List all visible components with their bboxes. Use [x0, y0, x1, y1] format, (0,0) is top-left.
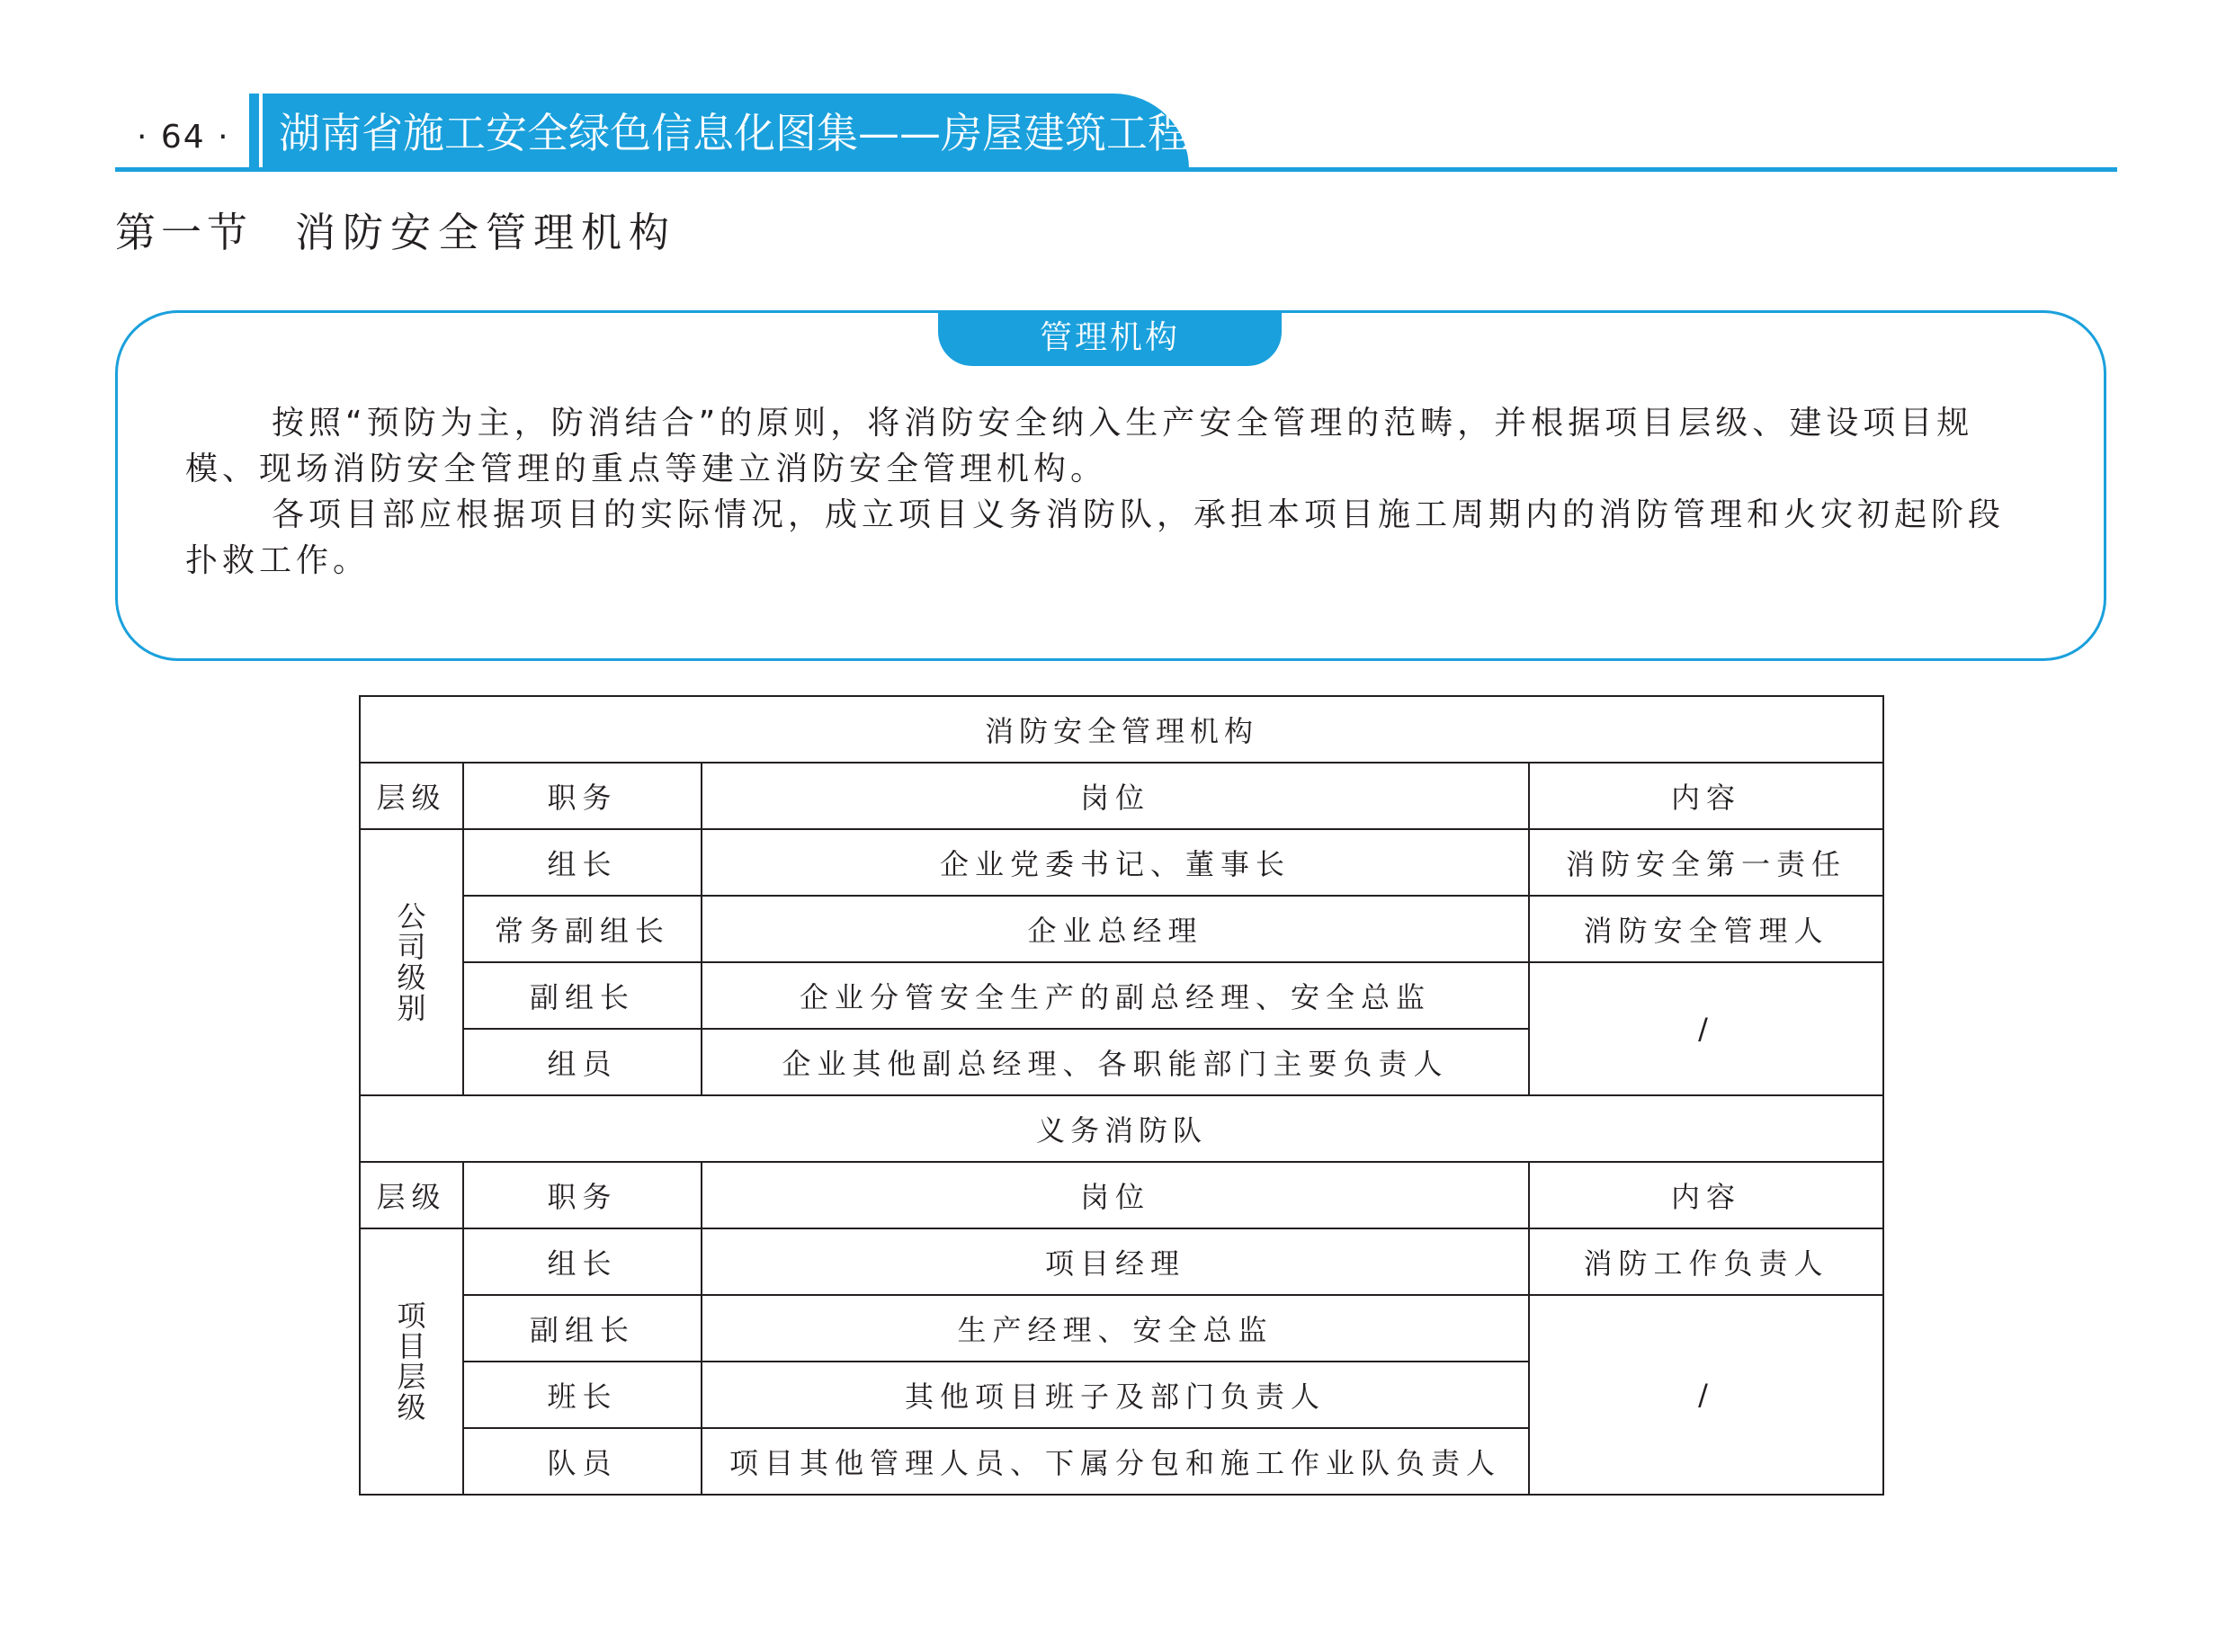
- position-cell: 企业党委书记、董事长: [702, 829, 1529, 896]
- column-header: 岗位: [702, 1162, 1529, 1228]
- role-cell: 班长: [463, 1362, 702, 1428]
- panel-paragraph: 按照“预防为主，防消结合”的原则，将消防安全纳入生产安全管理的范畴，并根据项目层级、建设项目规模、现场消防安全管理的重点等建立消防安全管理机构。: [185, 405, 1974, 487]
- role-cell: 队员: [463, 1428, 702, 1495]
- position-cell: 项目其他管理人员、下属分包和施工作业队负责人: [702, 1428, 1529, 1495]
- column-header: 层级: [360, 763, 463, 829]
- panel-paragraph: 各项目部应根据项目的实际情况，成立项目义务消防队，承担本项目施工周期内的消防管理和火灾初起阶段扑救工作。: [185, 496, 2006, 579]
- section-title: 消防安全管理机构: [295, 209, 677, 256]
- panel-body: [185, 400, 2038, 584]
- role-cell: 副组长: [463, 962, 702, 1029]
- position-cell: 其他项目班子及部门负责人: [702, 1362, 1529, 1428]
- position-cell: 项目经理: [702, 1228, 1529, 1295]
- header-rule: [115, 167, 2117, 172]
- role-cell: 组员: [463, 1029, 702, 1095]
- book-title: 湖南省施工安全绿色信息化图集——房屋建筑工程: [279, 109, 1189, 157]
- column-header: 职务: [463, 1162, 702, 1228]
- role-cell: 副组长: [463, 1295, 702, 1362]
- column-header: 岗位: [702, 763, 1529, 829]
- table-row: [360, 962, 1883, 1029]
- content-cell: /: [1529, 962, 1883, 1095]
- role-cell: 组长: [463, 829, 702, 896]
- level-cell: 公司级别: [360, 829, 463, 1095]
- table-header-row: [360, 763, 1883, 829]
- level-cell: 项目层级: [360, 1228, 463, 1495]
- column-header: 职务: [463, 763, 702, 829]
- position-cell: 企业其他副总经理、各职能部门主要负责人: [702, 1029, 1529, 1095]
- section-number: 第一节: [115, 209, 254, 256]
- content-cell: /: [1529, 1295, 1883, 1495]
- role-cell: 组长: [463, 1228, 702, 1295]
- role-cell: 常务副组长: [463, 896, 702, 962]
- table-caption-row: [360, 696, 1883, 763]
- table-caption: 消防安全管理机构: [360, 696, 1883, 763]
- table-caption-row: [360, 1095, 1883, 1162]
- content-cell: 消防安全管理人: [1529, 896, 1883, 962]
- table-row: [360, 896, 1883, 962]
- content-cell: 消防工作负责人: [1529, 1228, 1883, 1295]
- position-cell: 企业总经理: [702, 896, 1529, 962]
- column-header: 内容: [1529, 1162, 1883, 1228]
- column-header: 层级: [360, 1162, 463, 1228]
- position-cell: 企业分管安全生产的副总经理、安全总监: [702, 962, 1529, 1029]
- content-cell: 消防安全第一责任: [1529, 829, 1883, 896]
- page-number: · 64 ·: [137, 119, 230, 156]
- column-header: 内容: [1529, 763, 1883, 829]
- position-cell: 生产经理、安全总监: [702, 1295, 1529, 1362]
- table-header-row: [360, 1162, 1883, 1228]
- panel-tab-label: 管理机构: [1039, 319, 1180, 356]
- table-row: [360, 1228, 1883, 1295]
- fire-safety-table: [359, 695, 1884, 1496]
- table-row: [360, 829, 1883, 896]
- section-heading: [115, 203, 676, 263]
- table-caption: 义务消防队: [360, 1095, 1883, 1162]
- table-row: [360, 1295, 1883, 1362]
